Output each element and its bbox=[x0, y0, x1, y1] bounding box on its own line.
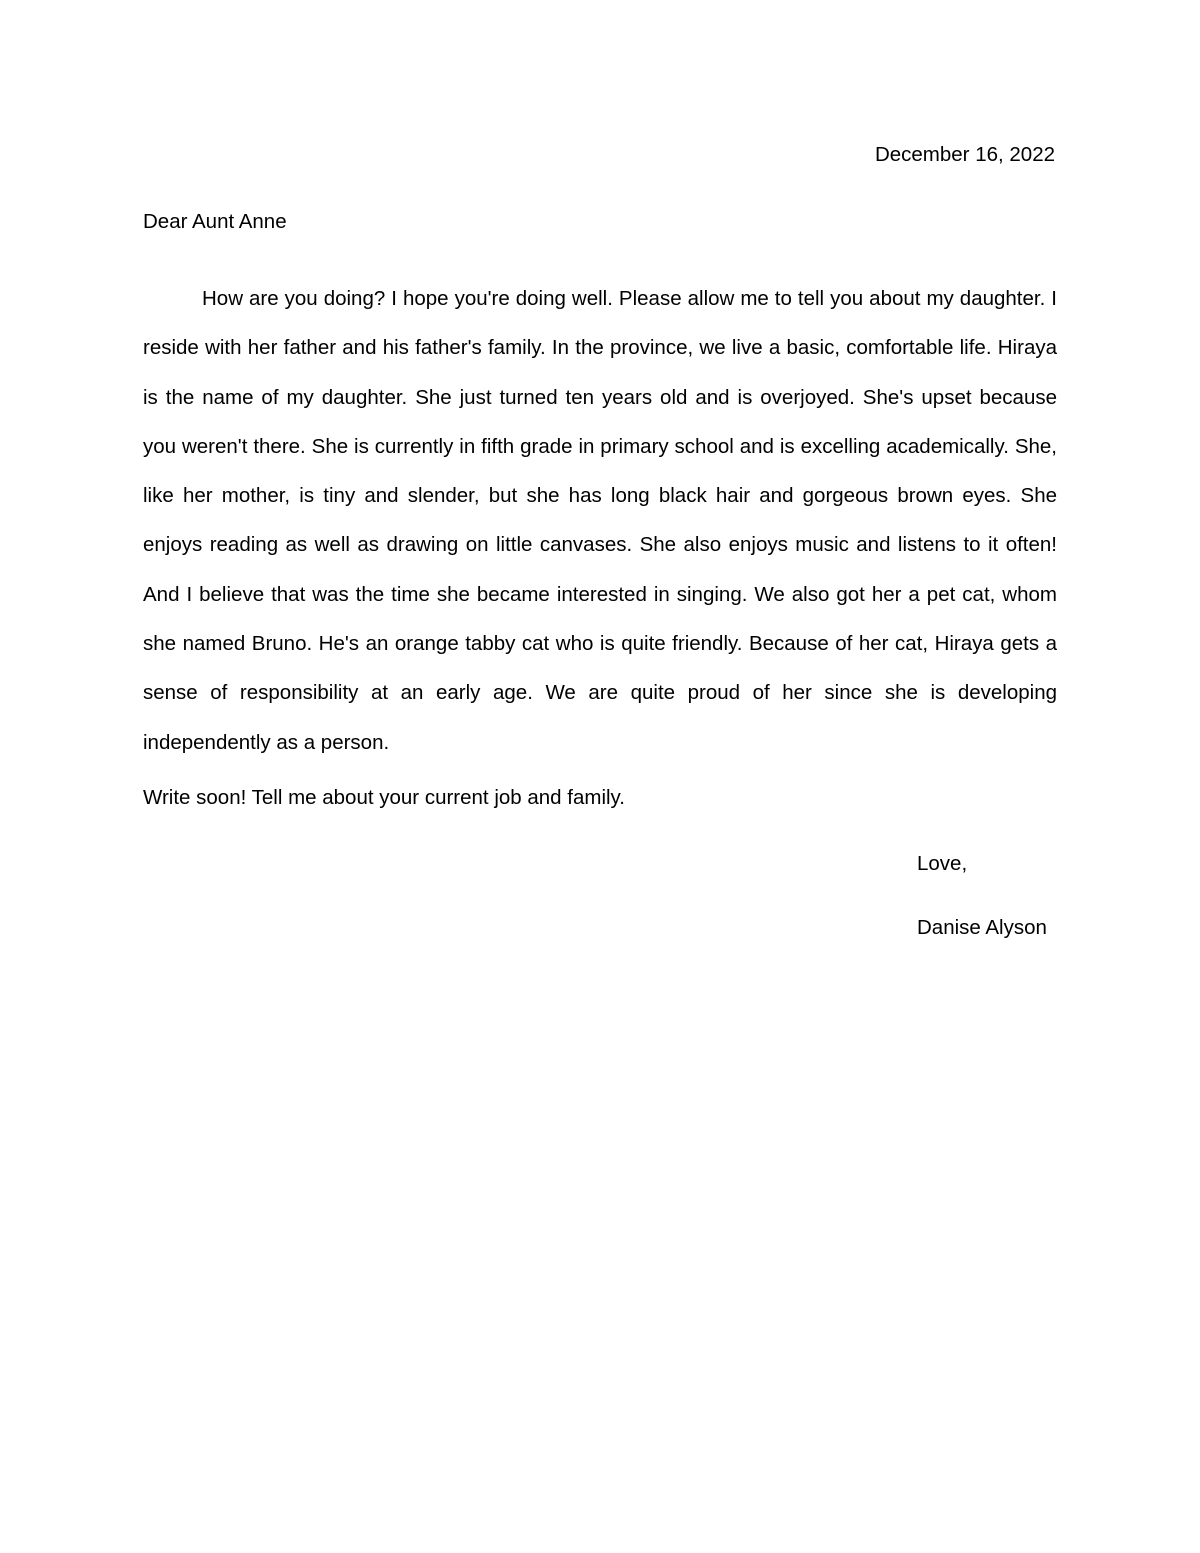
letter-signature: Danise Alyson bbox=[917, 916, 1047, 939]
letter-valediction: Love, bbox=[917, 852, 968, 875]
letter-body-paragraph: How are you doing? I hope you're doing well. Please allow me to tell you about my daughter. I reside with her father and his father's family. In the province, we live a basic, comfortable life. Hiraya is the name of my daughter. She just turned ten years old and is overjoyed. She's upset because you weren't there. She is currently in fifth grade in primary school and is excelling academically. She, like her mother, is tiny and slender, but she has long black hair and gorgeous brown eyes. She enjoys reading as well as drawing on little canvases. She also enjoys music and listens to it often! And I believe that was the time she became interested in singing. We also got her a pet cat, whom she named Bruno. He's an orange tabby cat who is quite friendly. Because of her cat, Hiraya gets a sense of responsibility at an early age. We are quite proud of her since she is developing independently as a person. bbox=[143, 287, 1057, 754]
letter-closing-line: Write soon! Tell me about your current job and family. bbox=[143, 786, 625, 809]
letter-date: December 16, 2022 bbox=[874, 143, 1055, 166]
letter-salutation: Dear Aunt Anne bbox=[143, 210, 287, 233]
